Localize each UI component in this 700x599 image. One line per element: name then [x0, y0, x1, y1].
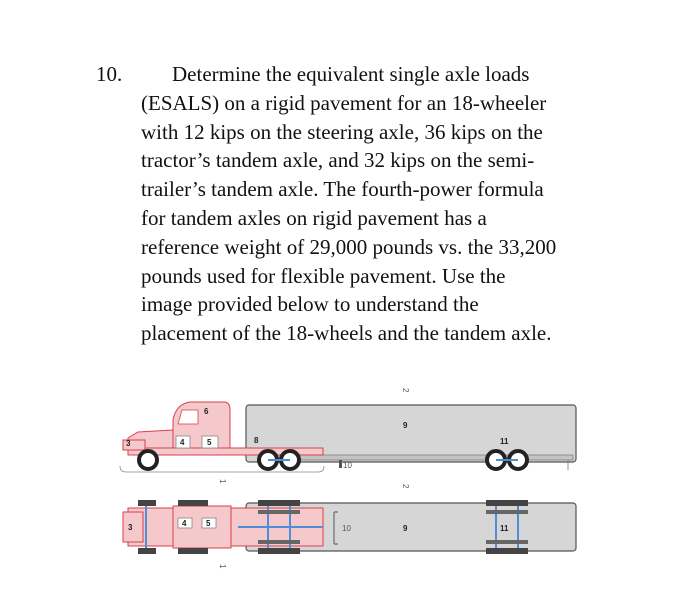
top-trailer-inner-left	[486, 510, 528, 514]
side-label-step: 4	[180, 438, 185, 447]
problem-line: (ESALS) on a rigid pavement for an 18-wheeler	[141, 90, 547, 115]
problem-line: with 12 kips on the steering axle, 36 kips on the	[141, 119, 543, 144]
side-label-bumper: 3	[126, 439, 131, 448]
top-label-rear-axle: 11	[500, 524, 509, 533]
top-cab-tire-left	[178, 500, 208, 506]
problem-line: reference weight of 29,000 pounds vs. the 33,200	[141, 234, 557, 259]
problem-line: Determine the equivalent single axle loads	[172, 62, 530, 86]
problem-line: tractor’s tandem axle, and 32 kips on the semi-	[141, 148, 535, 173]
top-label-tank: 5	[206, 519, 211, 528]
top-drive-inner-right	[258, 540, 300, 544]
top-trailer-tires-right	[486, 548, 528, 554]
top-label-bumper: 3	[128, 523, 133, 532]
top-steer-tire-right	[138, 548, 156, 554]
top-trailer-tires-left	[486, 500, 528, 506]
top-steer-tire-left	[138, 500, 156, 506]
top-label-tractor-bottom: 1	[218, 564, 227, 569]
side-label-landing-gear: 10	[343, 461, 352, 470]
top-label-trailer-top: 2	[401, 484, 410, 489]
side-label-trailer: 9	[403, 421, 408, 430]
side-label-frame: 8	[254, 436, 259, 445]
top-label-step: 4	[182, 519, 187, 528]
problem-text	[141, 60, 661, 348]
top-trailer-inner-right	[486, 540, 528, 544]
truck-diagram-svg	[118, 380, 588, 580]
side-label-tractor-bottom: 1	[218, 479, 227, 484]
top-drive-tires-left	[258, 500, 300, 506]
top-label-landing-gear: 10	[342, 524, 351, 533]
problem-line: for tandem axles on rigid pavement has a	[141, 205, 487, 230]
top-view	[123, 484, 576, 569]
side-steer-tire	[139, 451, 157, 469]
truck-diagram	[118, 380, 588, 580]
problem-line: placement of the 18-wheels and the tandem axle.	[141, 321, 552, 346]
side-label-rear-axle: 11	[500, 437, 509, 446]
side-label-trailer-top: 2	[401, 388, 410, 393]
side-landing-gear	[339, 460, 342, 468]
side-label-tank: 5	[207, 438, 212, 447]
top-label-trailer: 9	[403, 524, 408, 533]
problem-number: 10.	[96, 62, 123, 86]
top-drive-inner-left	[258, 510, 300, 514]
side-view	[120, 388, 576, 484]
top-cab-tire-right	[178, 548, 208, 554]
side-label-cab: 6	[204, 407, 209, 416]
top-drive-tires-right	[258, 548, 300, 554]
problem-line: image provided below to understand the	[141, 292, 479, 317]
top-bumper	[123, 512, 143, 542]
problem-line: pounds used for flexible pavement. Use the	[141, 263, 506, 288]
problem-line: trailer’s tandem axle. The fourth-power formula	[141, 177, 544, 202]
side-cab-window	[178, 410, 198, 424]
